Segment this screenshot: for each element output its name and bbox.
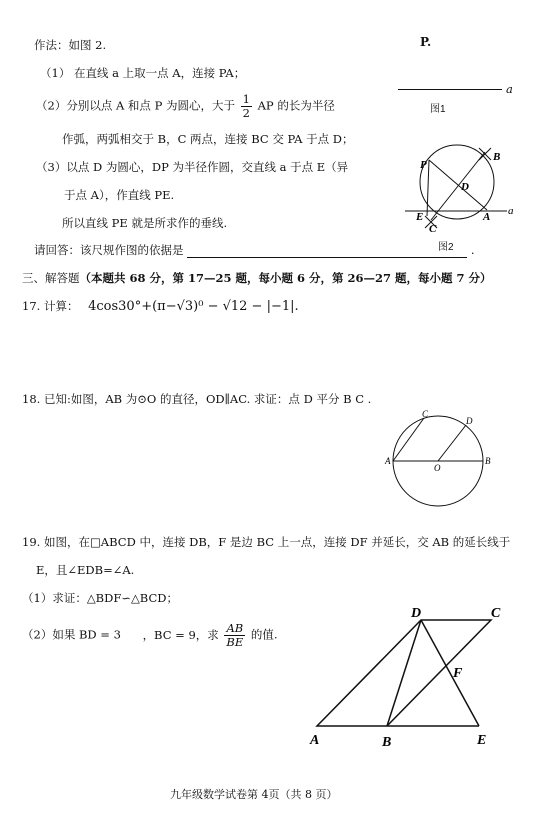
fig19-label-c: C bbox=[491, 606, 501, 621]
q19-fraction-denominator: BE bbox=[226, 635, 244, 649]
page-footer: 九年级数学试卷第 4页（共 8 页） bbox=[170, 788, 338, 801]
fig19-diagonal-db bbox=[387, 620, 421, 726]
fig19-label-f: F bbox=[453, 666, 463, 681]
question-19-line1: 19. 如图，在□ABCD 中，连接 DB，F 是边 BC 上一点，连接 DF 并延长，交 AB 的延长线于 bbox=[22, 535, 511, 549]
fig2-label-b: B bbox=[493, 151, 501, 163]
q19-fraction-numerator: AB bbox=[226, 621, 244, 635]
construction-step-2 bbox=[36, 93, 335, 120]
fig19-label-a: A bbox=[310, 733, 320, 748]
fig18-label-c: C bbox=[422, 409, 429, 419]
q19-fraction bbox=[224, 622, 245, 649]
fig2-line-pe bbox=[427, 160, 429, 216]
construction-intro: 作法：如图 2. bbox=[34, 38, 107, 52]
fraction-numerator: 1 bbox=[242, 92, 250, 106]
fig18-label-o: O bbox=[434, 463, 441, 473]
fig18-label-b: B bbox=[485, 456, 491, 466]
question-19-part2 bbox=[22, 622, 278, 649]
fig2-label-e: E bbox=[416, 211, 424, 223]
construction-conclusion: 所以直线 PE 就是所求作的垂线. bbox=[62, 216, 228, 230]
q19-part2-a: （2）如果 BD = 3 bbox=[22, 627, 121, 642]
section3-header bbox=[22, 270, 492, 286]
fig18-label-a: A bbox=[385, 456, 391, 466]
fig19-label-b: B bbox=[382, 735, 392, 750]
question-17 bbox=[22, 298, 299, 314]
fig2-label-d: D bbox=[461, 181, 469, 193]
fig2-label-c: C bbox=[429, 223, 437, 235]
fig2-label-p: P bbox=[420, 159, 427, 171]
fig2-caption: 图2 bbox=[438, 242, 454, 253]
fig2-diagram bbox=[395, 138, 525, 248]
q17-text: 计算： bbox=[43, 299, 79, 313]
fraction-half bbox=[241, 93, 252, 120]
construction-step-1: （1） 在直线 a 上取一点 A，连接 PA； bbox=[40, 66, 246, 80]
fig1-point-p: P. bbox=[420, 35, 432, 49]
fig18-diagram bbox=[384, 405, 496, 510]
fig1-line-label: a bbox=[506, 82, 513, 96]
fig2-line-bc bbox=[431, 152, 485, 220]
question-text: 请回答：该尺规作图的依据是 bbox=[34, 243, 184, 257]
step2-text-a: （2）分别以点 A 和点 P 为圆心，大于 bbox=[36, 98, 235, 113]
section3-detail: （本题共 68 分，第 17—25 题，每小题 6 分，第 26—27 题，每小题 7 分） bbox=[79, 271, 492, 285]
construction-step-3-cont: 于点 A），作直线 PE. bbox=[64, 188, 175, 202]
fig18-segment-od bbox=[438, 425, 466, 461]
fig1-line-a bbox=[398, 89, 502, 90]
fig18-label-d: D bbox=[466, 416, 473, 426]
fig19-diagram bbox=[305, 600, 510, 755]
fig19-label-d: D bbox=[411, 606, 422, 621]
question-18: 18. 已知:如图，AB 为⊙O 的直径，OD∥AC. 求证：点 D 平分 B C . bbox=[22, 392, 372, 406]
question-19-part1: （1）求证：△BDF∽△BCD； bbox=[22, 591, 178, 605]
fraction-denominator: 2 bbox=[242, 106, 250, 120]
q19-part2-c: 的值. bbox=[250, 627, 278, 642]
construction-step-3: （3）以点 D 为圆心，DP 为半径作圆，交直线 a 于点 E（异 bbox=[36, 160, 349, 174]
fig19-label-e: E bbox=[477, 733, 487, 748]
fig1-caption: 图1 bbox=[430, 104, 446, 115]
section3-title: 三、解答题 bbox=[22, 271, 80, 285]
step2-text-b: AP 的长为半径 bbox=[257, 98, 335, 113]
question-19-line2: E，且∠EDB=∠A. bbox=[36, 563, 135, 577]
q17-number: 17. bbox=[22, 299, 41, 313]
fig19-line-de bbox=[421, 620, 479, 726]
q17-expression: 4cos30°+(π−√3)⁰ − √12 − |−1|. bbox=[88, 299, 299, 314]
fig2-line-pa bbox=[429, 160, 487, 210]
fig2-label-a: A bbox=[483, 211, 491, 223]
fig18-chord-ac bbox=[393, 418, 424, 461]
q19-part2-b: ，BC = 9，求 bbox=[142, 627, 219, 642]
fig2-label-line-a: a bbox=[508, 205, 514, 217]
question-end: . bbox=[470, 243, 475, 257]
construction-step-2-cont: 作弧，两弧相交于 B，C 两点，连接 BC 交 PA 于点 D； bbox=[62, 132, 354, 146]
